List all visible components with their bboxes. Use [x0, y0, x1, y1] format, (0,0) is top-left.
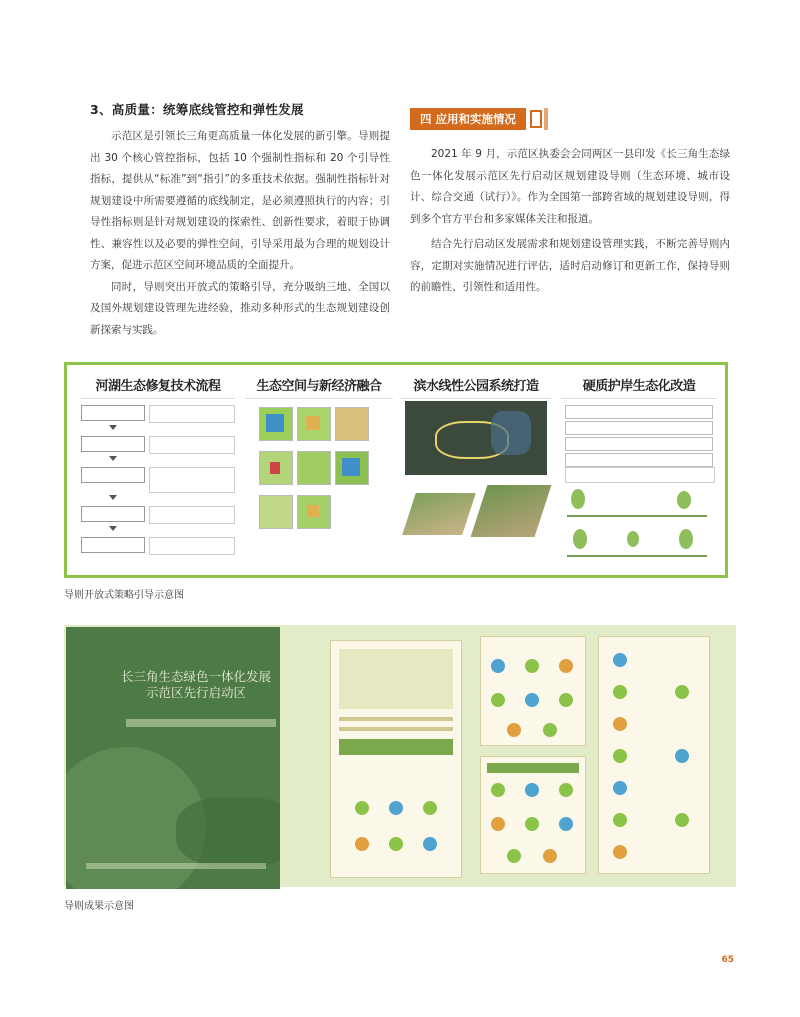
- guideline-spread-2: [480, 636, 586, 746]
- panel-ecology-economy: [245, 375, 393, 565]
- panel-title: 河湖生态修复技术流程: [81, 375, 235, 399]
- guideline-spread-4: [598, 636, 710, 874]
- figure-caption-2: 导则成果示意图: [64, 901, 134, 912]
- site-plan-image: [259, 495, 293, 529]
- panel-title: 滨水线性公园系统打造: [401, 375, 551, 399]
- site-plan-image: [335, 451, 369, 485]
- site-plan-image: [259, 451, 293, 485]
- left-paragraph-2: 同时，导则突出开放式的策略引导，充分吸纳三地、全国以及国外规划建设管理先进经验，推动多种形式的生态规划建设创新探索与实践。: [90, 280, 390, 336]
- section-bracket-icon: [530, 110, 542, 128]
- right-paragraph-1: 2021 年 9 月，示范区执委会会同两区一县印发《长三角生态绿色一体化发展示范区先行启动区规划建设导则（生态环境、城市设计、综合交通（试行）》。作为全国第一部跨省域的规划建设导则，得到多个官方平台和多家媒体关注和报道。: [410, 148, 730, 225]
- guideline-spread-3: [480, 756, 586, 874]
- guideline-spread-1: [330, 640, 462, 878]
- left-column: [90, 100, 390, 341]
- site-plan-image: [297, 495, 331, 529]
- right-paragraph-2: 结合先行启动区发展需求和规划建设管理实践，不断完善导则内容，定期对实施情况进行评估，适时启动修订和更新工作，保持导则的前瞻性、引领性和适用性。: [410, 238, 730, 293]
- arrow-down-icon: [109, 495, 117, 500]
- bank-section-diagram: [567, 541, 707, 557]
- section-tag: 四 应用和实施情况: [410, 108, 526, 130]
- page-number: 65: [721, 955, 734, 965]
- panel-revetment: [561, 375, 717, 565]
- site-plan-image: [297, 407, 331, 441]
- cover-title: 长三角生态绿色一体化发展示范区先行启动区: [120, 669, 271, 700]
- section-heading-quality: 3、高质量：统筹底线管控和弹性发展: [90, 102, 304, 117]
- terrain-section-image: [402, 493, 476, 535]
- bank-section-diagram: [567, 501, 707, 517]
- arrow-down-icon: [109, 456, 117, 461]
- section-bar-icon: [544, 108, 548, 130]
- spec-table: [565, 405, 713, 461]
- site-plan-image: [335, 407, 369, 441]
- cover-subtitle-band: [126, 719, 276, 727]
- guideline-cover-image: [66, 627, 280, 889]
- section-header: [410, 108, 730, 130]
- figure-caption-1: 导则开放式策略引导示意图: [64, 590, 184, 601]
- strategy-figure: [64, 362, 728, 578]
- panel-river-restoration: [81, 375, 235, 565]
- arrow-down-icon: [109, 526, 117, 531]
- terrain-section-image: [471, 485, 552, 537]
- panel-title: 硬质护岸生态化改造: [561, 375, 717, 399]
- arrow-down-icon: [109, 425, 117, 430]
- left-paragraph-1: 示范区是引领长三角更高质量一体化发展的新引擎。导则提出 30 个核心管控指标，包括 10 个强制性指标和 20 个引导性指标，提供从“标准”到“指引”的多重技术依据。强制性指标针对规划建设中所需要遵循的底线制定，是必须遵照执行的内容；引导性指标则是针对规划建设的探索性、创新性要求，着眼于协调性、兼容性以及必要的弹性空间，引导采用最为合理的规划设计方案，促进示范区空间环境品质的全面提升。: [90, 130, 390, 271]
- right-column: [410, 108, 730, 299]
- site-plan-image: [297, 451, 331, 485]
- panel-waterfront-park: [401, 375, 551, 565]
- aerial-map-image: [405, 401, 547, 475]
- site-plan-image: [259, 407, 293, 441]
- panel-title: 生态空间与新经济融合: [245, 375, 393, 399]
